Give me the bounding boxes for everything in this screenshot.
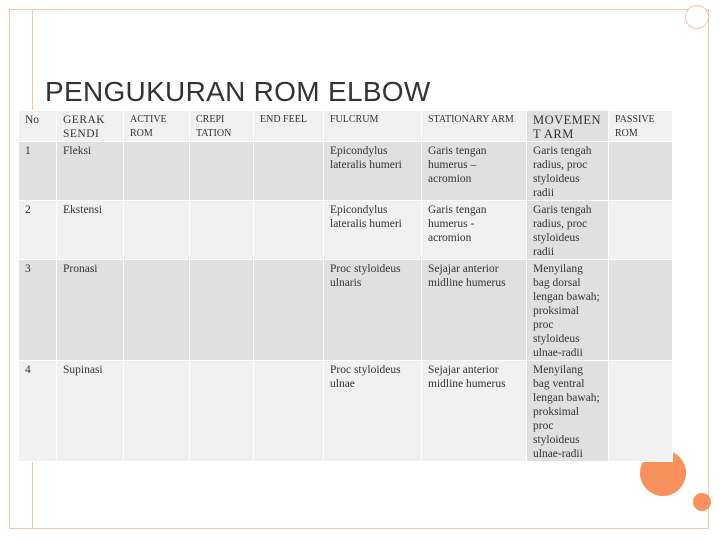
cell-gerak: Pronasi xyxy=(57,260,124,361)
cell-no: 1 xyxy=(19,142,57,201)
table-row xyxy=(19,361,673,462)
cell-end-feel xyxy=(254,260,324,361)
cell-passive-rom xyxy=(609,201,673,260)
cell-crepitation xyxy=(190,142,254,201)
cell-crepitation xyxy=(190,361,254,462)
cell-crepitation xyxy=(190,260,254,361)
table-header-row xyxy=(19,111,673,142)
header-no: No xyxy=(19,111,57,142)
cell-active-rom xyxy=(124,142,190,201)
cell-movement-arm: Menyilang bag ventral lengan bawah; proksimal proc styloideus ulnae-radii xyxy=(527,361,609,462)
table-row xyxy=(19,201,673,260)
header-active-rom: ACTIVE ROM xyxy=(124,111,190,142)
cell-fulcrum: Epicondylus lateralis humeri xyxy=(324,142,422,201)
header-passive-rom: PASSIVE ROM xyxy=(609,111,673,142)
cell-fulcrum: Epicondylus lateralis humeri xyxy=(324,201,422,260)
cell-gerak: Supinasi xyxy=(57,361,124,462)
cell-no: 3 xyxy=(19,260,57,361)
cell-gerak: Ekstensi xyxy=(57,201,124,260)
cell-fulcrum: Proc styloideus ulnaris xyxy=(324,260,422,361)
cell-stationary-arm: Garis tengan humerus - acromion xyxy=(422,201,527,260)
cell-crepitation xyxy=(190,201,254,260)
header-gerak-sendi: GERAK SENDI xyxy=(57,111,124,142)
decorative-circle-small xyxy=(693,493,711,511)
cell-stationary-arm: Sejajar anterior midline humerus xyxy=(422,361,527,462)
cell-passive-rom xyxy=(609,361,673,462)
cell-passive-rom xyxy=(609,260,673,361)
rom-table xyxy=(18,110,673,462)
header-movement-arm: MOVEMENT ARM xyxy=(527,111,609,142)
cell-passive-rom xyxy=(609,142,673,201)
table-row xyxy=(19,260,673,361)
cell-no: 4 xyxy=(19,361,57,462)
decorative-circle-outline xyxy=(685,5,709,29)
cell-stationary-arm: Garis tengan humerus – acromion xyxy=(422,142,527,201)
cell-movement-arm: Garis tengah radius, proc styloideus radii xyxy=(527,142,609,201)
cell-active-rom xyxy=(124,260,190,361)
cell-gerak: Fleksi xyxy=(57,142,124,201)
header-fulcrum: FULCRUM xyxy=(324,111,422,142)
cell-active-rom xyxy=(124,361,190,462)
header-stationary-arm: STATIONARY ARM xyxy=(422,111,527,142)
header-end-feel: END FEEL xyxy=(254,111,324,142)
slide-title: PENGUKURAN ROM ELBOW xyxy=(45,76,431,107)
table-row xyxy=(19,142,673,201)
cell-end-feel xyxy=(254,201,324,260)
cell-stationary-arm: Sejajar anterior midline humerus xyxy=(422,260,527,361)
cell-movement-arm: Garis tengah radius, proc styloideus radii xyxy=(527,201,609,260)
header-crepitation: CREPI TATION xyxy=(190,111,254,142)
cell-fulcrum: Proc styloideus ulnae xyxy=(324,361,422,462)
cell-end-feel xyxy=(254,361,324,462)
cell-end-feel xyxy=(254,142,324,201)
cell-active-rom xyxy=(124,201,190,260)
cell-no: 2 xyxy=(19,201,57,260)
cell-movement-arm: Menyilang bag dorsal lengan bawah; proksimal proc styloideus ulnae-radii xyxy=(527,260,609,361)
